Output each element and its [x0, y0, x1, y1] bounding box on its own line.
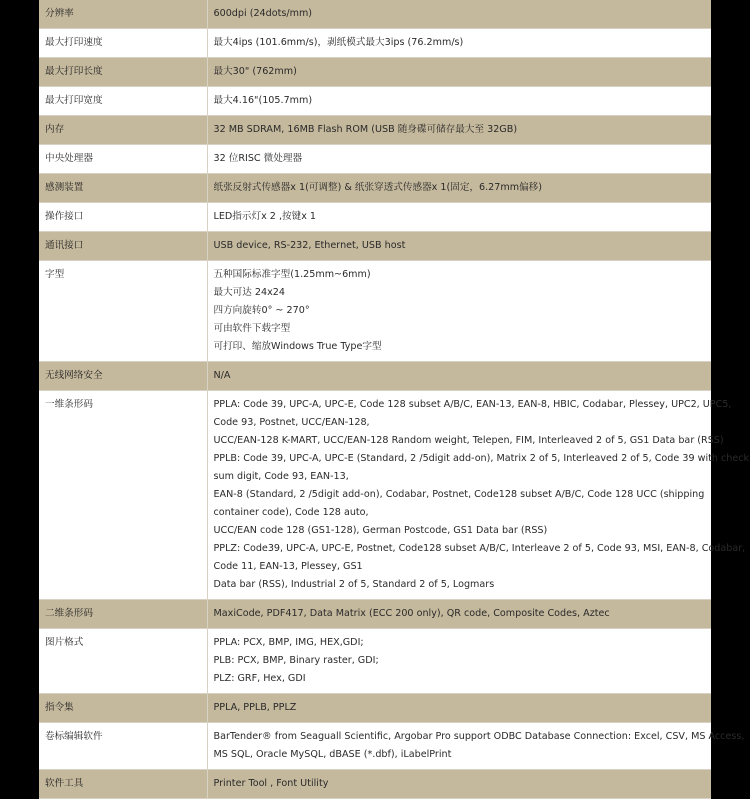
spec-value — [207, 0, 711, 29]
spec-value-line: 可由软件下载字型 — [213, 323, 291, 334]
spec-value-line: sum digit, Code 93, EAN-13, — [213, 471, 349, 482]
spec-value-line: PLZ: GRF, Hex, GDI — [213, 673, 306, 684]
spec-value-line: USB device, RS-232, Ethernet, USB host — [213, 240, 406, 251]
spec-value-line: 600dpi (24dots/mm) — [213, 8, 313, 19]
spec-row-sensors — [39, 174, 711, 203]
spec-row-software-tools — [39, 770, 711, 799]
spec-row-fonts — [39, 261, 711, 362]
spec-value-line: container code), Code 128 auto, — [213, 507, 369, 518]
spec-value-line: 可打印、缩放Windows True Type字型 — [213, 341, 382, 352]
spec-value — [207, 723, 745, 770]
spec-label: 最大打印速度 — [39, 29, 207, 58]
spec-value — [207, 145, 711, 174]
spec-value-line: 32 位RISC 微处理器 — [213, 153, 303, 164]
spec-row-max-width — [39, 87, 711, 116]
spec-label: 图片格式 — [39, 629, 207, 694]
spec-label: 字型 — [39, 261, 207, 362]
spec-row-resolution — [39, 0, 711, 29]
spec-value-line: UCC/EAN-128 K-MART, UCC/EAN-128 Random weight, Telepen, FIM, Interleaved 2 of 5, GS1 Data bar (RSS) — [213, 435, 724, 446]
spec-value-line: Code 93, Postnet, UCC/EAN-128, — [213, 417, 370, 428]
spec-row-max-length — [39, 58, 711, 87]
spec-value-line: EAN-8 (Standard, 2 /5digit add-on), Codabar, Postnet, Code128 subset A/B/C, Code 128 UCC (shipping — [213, 489, 705, 500]
spec-sheet — [39, 0, 750, 789]
spec-label: 指令集 — [39, 694, 207, 723]
spec-value — [207, 261, 711, 362]
spec-value-line: 32 MB SDRAM, 16MB Flash ROM (USB 随身碟可储存最大至 32GB) — [213, 124, 518, 135]
spec-row-memory — [39, 116, 711, 145]
spec-value-line: BarTender® from Seaguall Scientific, Argobar Pro support ODBC Database Connection: Excel, CSV, MS Access, — [213, 731, 745, 742]
spec-value — [207, 29, 711, 58]
spec-value-line: UCC/EAN code 128 (GS1-128), German Postcode, GS1 Data bar (RSS) — [213, 525, 548, 536]
spec-row-communication — [39, 232, 711, 261]
spec-value — [207, 58, 711, 87]
spec-row-1d-barcodes — [39, 391, 711, 600]
spec-value — [207, 87, 711, 116]
spec-value — [207, 362, 711, 391]
spec-row-label-software — [39, 723, 711, 770]
spec-value — [207, 629, 711, 694]
spec-row-image-formats — [39, 629, 711, 694]
spec-value — [207, 391, 750, 600]
spec-value-line: PPLZ: Code39, UPC-A, UPC-E, Postnet, Code128 subset A/B/C, Interleave 2 of 5, Code 93, MSI, EAN-8, Codabar, — [213, 543, 746, 554]
spec-value-line: PPLA, PPLB, PPLZ — [213, 702, 297, 713]
spec-label: 卷标编辑软件 — [39, 723, 207, 770]
spec-value-line: PPLB: Code 39, UPC-A, UPC-E (Standard, 2 /5digit add-on), Matrix 2 of 5, Interleaved 2 of 5, Code 39 with check — [213, 453, 750, 464]
spec-value-line: MS SQL, Oracle MySQL, dBASE (*.dbf), iLabelPrint — [213, 749, 452, 760]
spec-value-line: 最大4.16"(105.7mm) — [213, 95, 313, 106]
spec-value — [207, 694, 711, 723]
spec-row-max-speed — [39, 29, 711, 58]
spec-label: 内存 — [39, 116, 207, 145]
spec-label: 软件工具 — [39, 770, 207, 799]
spec-label: 一维条形码 — [39, 391, 207, 600]
spec-value-line: 最大30" (762mm) — [213, 66, 297, 77]
spec-value-line: N/A — [213, 370, 231, 381]
spec-value-line: 四方向旋转0° ~ 270° — [213, 305, 310, 316]
spec-label: 最大打印宽度 — [39, 87, 207, 116]
spec-value — [207, 203, 711, 232]
spec-value — [207, 174, 711, 203]
spec-value-line: MaxiCode, PDF417, Data Matrix (ECC 200 only), QR code, Composite Codes, Aztec — [213, 608, 610, 619]
spec-row-cpu — [39, 145, 711, 174]
spec-value-line: PPLA: PCX, BMP, IMG, HEX,GDI; — [213, 637, 364, 648]
spec-value — [207, 770, 711, 799]
spec-row-operation-interface — [39, 203, 711, 232]
spec-table — [39, 0, 750, 799]
spec-label: 操作接口 — [39, 203, 207, 232]
spec-label: 中央处理器 — [39, 145, 207, 174]
spec-value-line: LED指示灯x 2 ,按键x 1 — [213, 211, 317, 222]
spec-value — [207, 600, 711, 629]
spec-value-line: 纸张反射式传感器x 1(可调整) & 纸张穿透式传感器x 1(固定，6.27mm偏移) — [213, 182, 543, 193]
spec-value-line: PPLA: Code 39, UPC-A, UPC-E, Code 128 subset A/B/C, EAN-13, EAN-8, HBIC, Codabar, Plessey, UPC2, UPC5, — [213, 399, 732, 410]
spec-label: 二维条形码 — [39, 600, 207, 629]
spec-label: 通讯接口 — [39, 232, 207, 261]
spec-label: 最大打印长度 — [39, 58, 207, 87]
spec-value-line: 最大可达 24x24 — [213, 287, 286, 298]
spec-value-line: Printer Tool , Font Utility — [213, 778, 329, 789]
spec-value-line: Data bar (RSS), Industrial 2 of 5, Standard 2 of 5, Logmars — [213, 579, 495, 590]
spec-value-line: 最大4ips (101.6mm/s)，剥纸模式最大3ips (76.2mm/s) — [213, 37, 464, 48]
spec-label: 无线网络安全 — [39, 362, 207, 391]
spec-value-line: PLB: PCX, BMP, Binary raster, GDI; — [213, 655, 379, 666]
spec-label: 感测装置 — [39, 174, 207, 203]
spec-row-command-set — [39, 694, 711, 723]
spec-label: 分辨率 — [39, 0, 207, 29]
spec-value-line: Code 11, EAN-13, Plessey, GS1 — [213, 561, 363, 572]
spec-value — [207, 232, 711, 261]
spec-value-line: 五种国际标准字型(1.25mm~6mm) — [213, 269, 371, 280]
spec-row-2d-barcodes — [39, 600, 711, 629]
spec-value — [207, 116, 711, 145]
spec-row-wireless-security — [39, 362, 711, 391]
